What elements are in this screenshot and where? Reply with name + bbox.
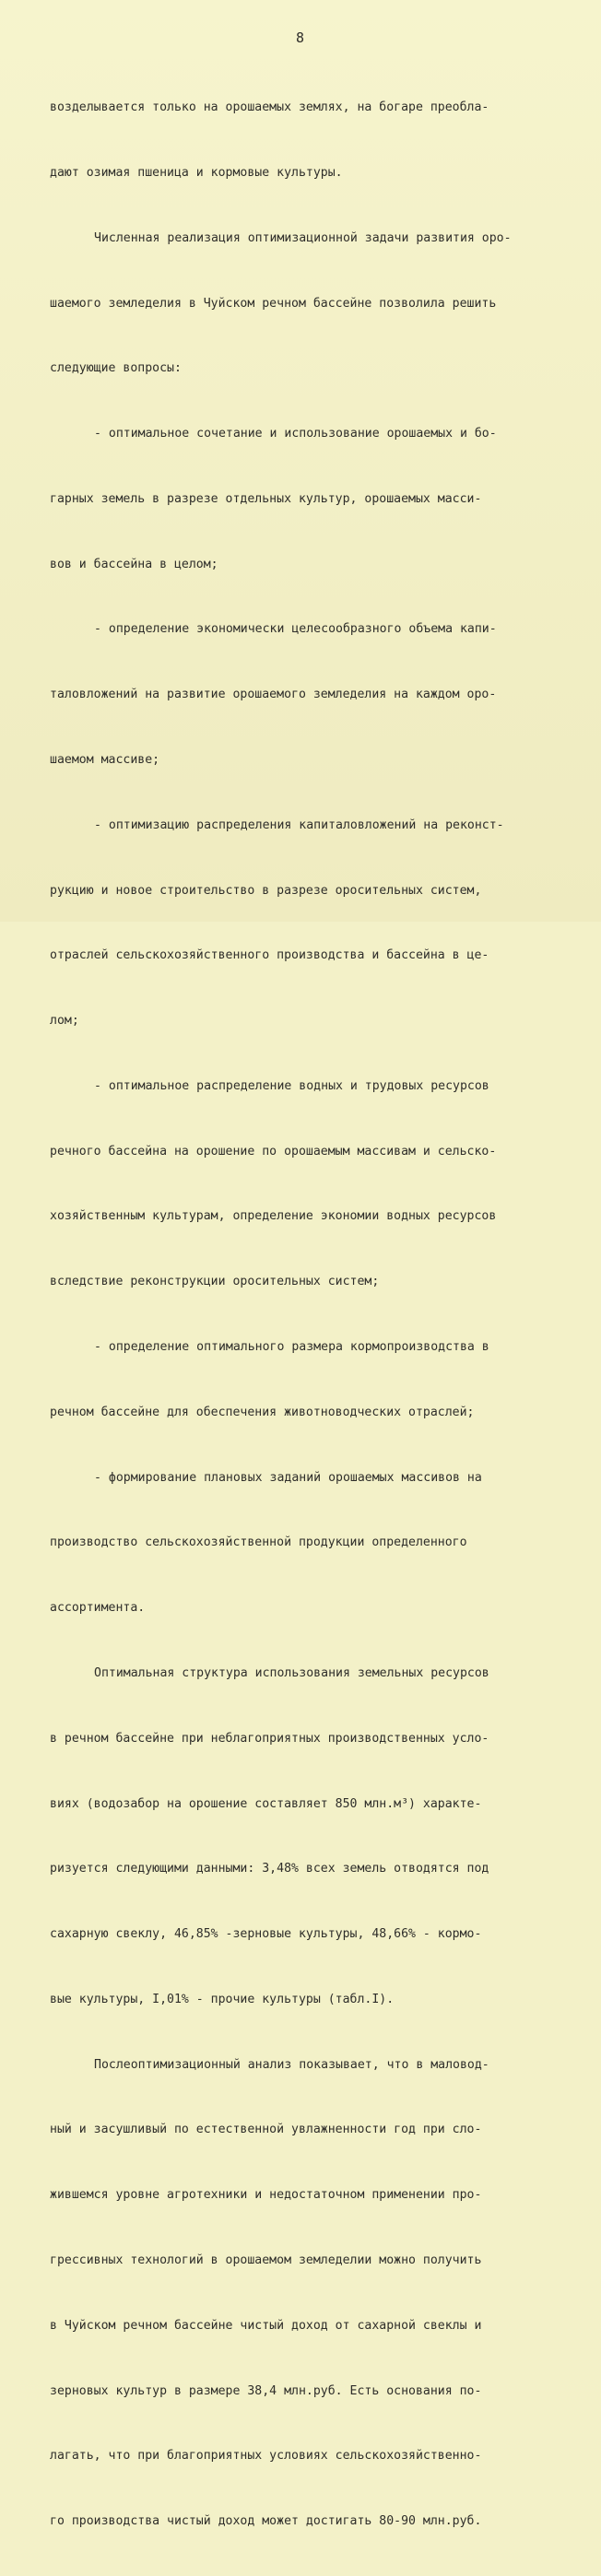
text-line: шаемом массиве; bbox=[50, 753, 160, 767]
text-line: вследствие реконструкции оросительных систем; bbox=[50, 1275, 380, 1289]
text-line: возделывается только на орошаемых землях, на богаре преобла- bbox=[50, 100, 489, 115]
text-line: лом; bbox=[50, 1014, 79, 1029]
text-line: ный и засушливый по естественной увлажненности год при сло- bbox=[50, 2123, 482, 2137]
text-line: речного бассейна на орошение по орошаемым массивам и сельско- bbox=[50, 1144, 497, 1159]
text-line: Послеоптимизационный анализ показывает, что в маловод- bbox=[94, 2057, 489, 2072]
text-line: грессивных технологий в орошаемом земледелии можно получить bbox=[50, 2253, 482, 2267]
text-line: дают озимая пшеница и кормовые культуры. bbox=[50, 165, 343, 180]
text-line: вов и бассейна в целом; bbox=[50, 557, 218, 571]
list-item-line: - оптимальное распределение водных и трудовых ресурсов bbox=[94, 1078, 489, 1093]
text-line: ризуется следующими данными: 3,48% всех земель отводятся под bbox=[50, 1862, 489, 1876]
text-line: шаемого земледелия в Чуйском речном бассейне позволила решить bbox=[50, 296, 497, 311]
text-line: ассортимента. bbox=[50, 1601, 146, 1616]
text-line: рукцию и новое строительство в разрезе оросительных систем, bbox=[50, 883, 482, 898]
text-line: отраслей сельскохозяйственного производства и бассейна в це- bbox=[50, 948, 489, 963]
text-line: жившемся уровне агротехники и недостаточном применении про- bbox=[50, 2188, 482, 2203]
text-line: сахарную свеклу, 46,85% -зерновые культуры, 48,66% - кормо- bbox=[50, 1927, 482, 1942]
text-line: го производства чистый доход может достигать 80-90 млн.руб. bbox=[50, 2514, 482, 2529]
text-line: Численная реализация оптимизационной задачи развития оро- bbox=[94, 230, 512, 245]
page-number: 8 bbox=[295, 29, 306, 46]
text-line: таловложений на развитие орошаемого земледелия на каждом оро- bbox=[50, 688, 497, 702]
list-item-line: - определение экономически целесообразного объема капи- bbox=[94, 622, 497, 637]
list-item-line: - оптимизацию распределения капиталовложений на реконст- bbox=[94, 817, 504, 832]
text-line: Оптимальная структура использования земельных ресурсов bbox=[94, 1665, 489, 1680]
text-line: виях (водозабор на орошение составляет 850 млн.м³) характе- bbox=[50, 1796, 482, 1811]
list-item-line: - оптимальное сочетание и использование орошаемых и бо- bbox=[94, 427, 497, 441]
text-line: лагать, что при благоприятных условиях сельскохозяйственно- bbox=[50, 2449, 482, 2464]
list-item-line: - формирование плановых заданий орошаемых массивов на bbox=[94, 1470, 482, 1485]
text-line: следующие вопросы: bbox=[50, 361, 182, 376]
text-line: хозяйственным культурам, определение экономии водных ресурсов bbox=[50, 1209, 497, 1224]
text-line: в Чуйском речном бассейне чистый доход от сахарной свеклы и bbox=[50, 2318, 482, 2333]
list-item-line: - определение оптимального размера кормопроизводства в bbox=[94, 1340, 489, 1355]
body-text bbox=[50, 53, 577, 2576]
text-line: в речном бассейне при неблагоприятных производственных усло- bbox=[50, 1731, 489, 1746]
text-line: гарных земель в разрезе отдельных культур, орошаемых масси- bbox=[50, 491, 482, 506]
text-line: зерновых культур в размере 38,4 млн.руб. Есть основания по- bbox=[50, 2383, 482, 2398]
text-line: вые культуры, I,01% - прочие культуры (табл.I). bbox=[50, 1992, 395, 2006]
text-line: речном бассейне для обеспечения животноводческих отраслей; bbox=[50, 1405, 475, 1419]
text-line: производство сельскохозяйственной продукции определенного bbox=[50, 1535, 467, 1550]
